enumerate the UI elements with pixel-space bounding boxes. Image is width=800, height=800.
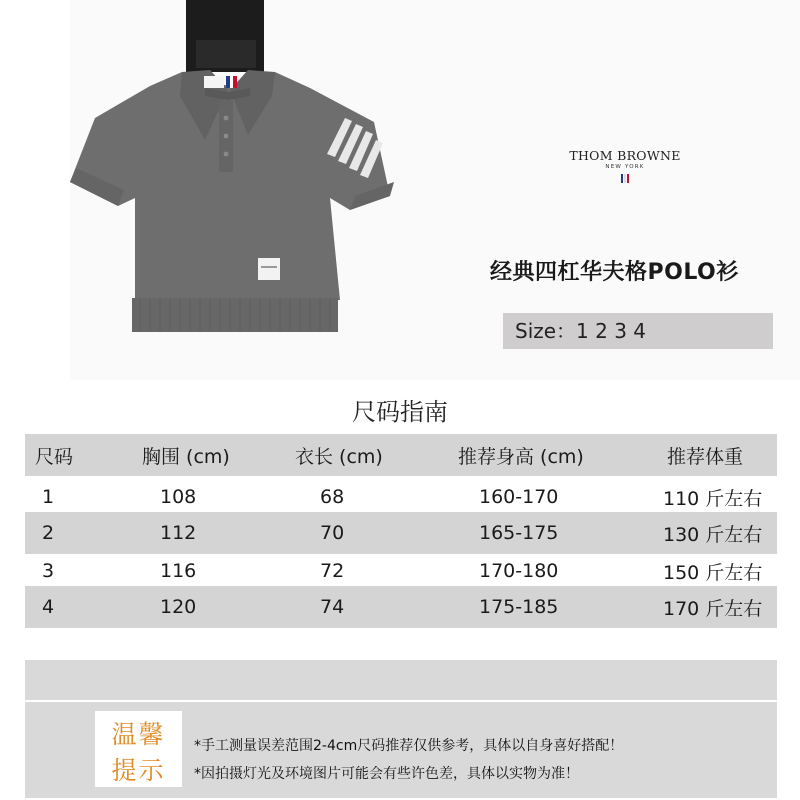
cell-chest: 120 <box>160 596 197 618</box>
header-chest: 胸围 (cm) <box>142 445 230 468</box>
cell-chest: 108 <box>160 486 197 508</box>
size-label: Size：1 2 3 4 <box>515 319 647 343</box>
cell-length: 70 <box>320 522 345 544</box>
divider-band <box>25 660 777 700</box>
notice-line-2: *因拍摄灯光及环境图片可能会有些许色差，具体以实物为准！ <box>194 766 579 782</box>
header-size: 尺码 <box>35 445 74 468</box>
cell-height: 165-175 <box>479 522 559 544</box>
brand-name: THOM BROWNE <box>569 148 681 163</box>
product-title: 经典四杠华夫格POLO衫 <box>490 260 739 285</box>
notice-badge-line2: 提示 <box>111 756 166 785</box>
cell-weight: 150 斤左右 <box>663 561 763 584</box>
size-guide-title: 尺码指南 <box>352 398 448 426</box>
cell-length: 74 <box>320 596 345 618</box>
notice-line-1: *手工测量误差范围2-4cm尺码推荐仅供参考，具体以自身喜好搭配！ <box>194 738 624 754</box>
notice-badge <box>95 711 182 787</box>
cell-size: 4 <box>42 596 55 618</box>
brand-city: NEW YORK <box>605 164 645 170</box>
cell-weight: 170 斤左右 <box>663 597 763 620</box>
cell-length: 68 <box>320 486 345 508</box>
table-row <box>25 586 777 628</box>
header-length: 衣长 (cm) <box>295 445 383 468</box>
header-weight: 推荐体重 <box>667 445 744 468</box>
cell-height: 170-180 <box>479 560 559 582</box>
header-height: 推荐身高 (cm) <box>458 445 584 468</box>
cell-chest: 116 <box>160 560 197 582</box>
tricolor-flag-icon <box>560 174 690 183</box>
cell-size: 1 <box>42 486 55 508</box>
cell-height: 175-185 <box>479 596 559 618</box>
table-header-row <box>25 434 777 476</box>
cell-chest: 112 <box>160 522 197 544</box>
cell-weight: 130 斤左右 <box>663 523 763 546</box>
table-row <box>25 512 777 554</box>
notice-badge-line1: 温馨 <box>111 720 166 749</box>
cell-length: 72 <box>320 560 345 582</box>
cell-weight: 110 斤左右 <box>663 487 763 510</box>
cell-size: 3 <box>42 560 55 582</box>
cell-size: 2 <box>42 522 55 544</box>
cell-height: 160-170 <box>479 486 559 508</box>
brand-logo <box>560 148 690 183</box>
